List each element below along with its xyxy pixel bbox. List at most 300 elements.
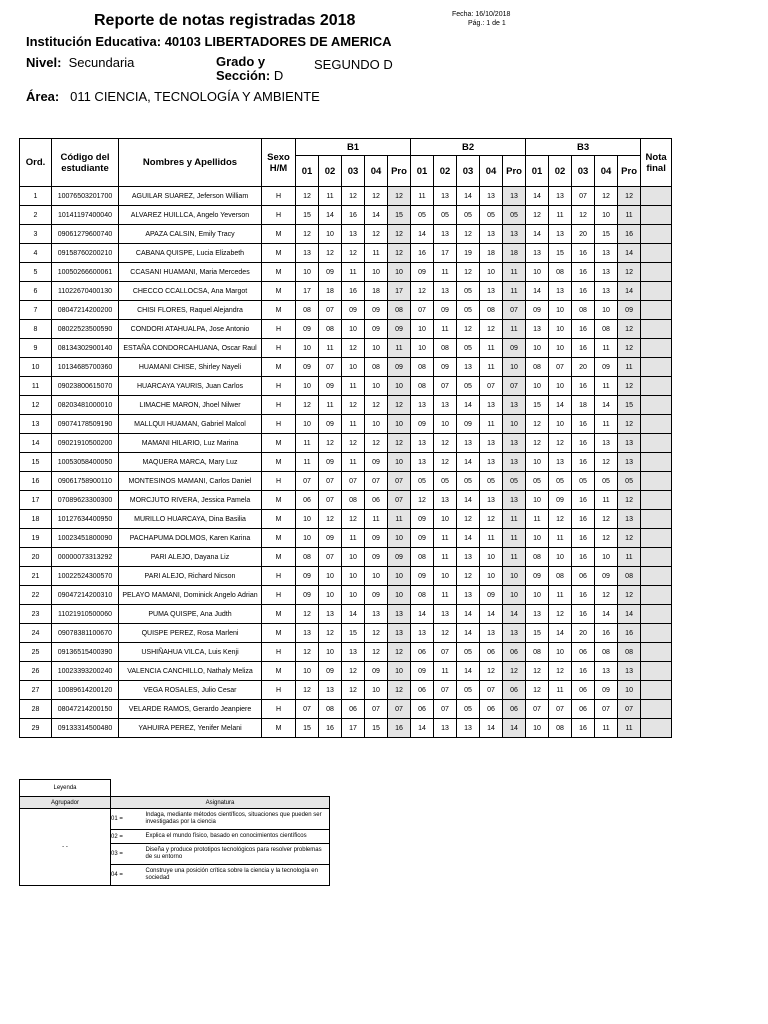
cell-ord: 17 xyxy=(20,491,52,510)
cell-name: MAQUERA MARCA, Mary Luz xyxy=(119,453,262,472)
cell-b3-03: 05 xyxy=(572,472,595,491)
cell-name: PUMA QUISPE, Ana Judth xyxy=(119,605,262,624)
cell-code: 10089614200120 xyxy=(52,681,119,700)
cell-b3-01: 10 xyxy=(526,491,549,510)
cell-b2-03: 05 xyxy=(457,681,480,700)
cell-b3-02: 09 xyxy=(549,491,572,510)
cell-b3-03: 16 xyxy=(572,491,595,510)
cell-code: 08203481000010 xyxy=(52,396,119,415)
cell-b2-03: 12 xyxy=(457,567,480,586)
cell-b2-pro: 10 xyxy=(503,567,526,586)
cell-b1-01: 11 xyxy=(296,434,319,453)
cell-ord: 10 xyxy=(20,358,52,377)
cell-b3-02: 10 xyxy=(549,415,572,434)
cell-b2-01: 14 xyxy=(411,225,434,244)
cell-nota-final xyxy=(641,320,672,339)
cell-b2-pro: 06 xyxy=(503,643,526,662)
cell-b2-02: 07 xyxy=(434,681,457,700)
cell-b3-pro: 12 xyxy=(618,320,641,339)
cell-b3-02: 07 xyxy=(549,358,572,377)
cell-code: 09136515400390 xyxy=(52,643,119,662)
cell-sex: M xyxy=(262,244,296,263)
cell-b2-04: 05 xyxy=(480,472,503,491)
cell-b1-02: 12 xyxy=(319,434,342,453)
table-row xyxy=(20,605,672,624)
cell-b3-02: 10 xyxy=(549,377,572,396)
cell-b1-01: 15 xyxy=(296,206,319,225)
cell-b1-pro: 12 xyxy=(388,187,411,206)
cell-b2-02: 09 xyxy=(434,358,457,377)
cell-b3-01: 05 xyxy=(526,472,549,491)
cell-b1-02: 09 xyxy=(319,529,342,548)
cell-b3-pro: 15 xyxy=(618,396,641,415)
institution-line xyxy=(26,34,392,49)
cell-b2-04: 12 xyxy=(480,662,503,681)
cell-b3-03: 16 xyxy=(572,510,595,529)
cell-b3-02: 08 xyxy=(549,719,572,738)
cell-b1-pro: 09 xyxy=(388,320,411,339)
header-codigo: Código del estudiante xyxy=(52,139,119,187)
subheader-b1-03: 03 xyxy=(342,156,365,187)
cell-b2-01: 14 xyxy=(411,605,434,624)
cell-b3-03: 20 xyxy=(572,358,595,377)
cell-b2-pro: 13 xyxy=(503,491,526,510)
cell-b3-03: 16 xyxy=(572,434,595,453)
cell-b3-01: 10 xyxy=(526,719,549,738)
cell-name: CHISI FLORES, Raquel Alejandra xyxy=(119,301,262,320)
cell-b3-04: 09 xyxy=(595,567,618,586)
cell-b3-04: 12 xyxy=(595,187,618,206)
cell-code: 07089623300300 xyxy=(52,491,119,510)
cell-b1-02: 10 xyxy=(319,225,342,244)
cell-b1-01: 12 xyxy=(296,643,319,662)
cell-b1-02: 07 xyxy=(319,472,342,491)
cell-b2-03: 14 xyxy=(457,396,480,415)
cell-b1-pro: 09 xyxy=(388,548,411,567)
cell-b2-03: 05 xyxy=(457,643,480,662)
cell-b2-pro: 11 xyxy=(503,282,526,301)
cell-b1-01: 13 xyxy=(296,244,319,263)
cell-b2-02: 05 xyxy=(434,472,457,491)
cell-b3-01: 15 xyxy=(526,624,549,643)
cell-b3-01: 12 xyxy=(526,681,549,700)
cell-b1-03: 11 xyxy=(342,263,365,282)
cell-b3-01: 10 xyxy=(526,529,549,548)
cell-b3-pro: 12 xyxy=(618,187,641,206)
cell-b1-01: 08 xyxy=(296,301,319,320)
cell-b1-04: 12 xyxy=(365,225,388,244)
cell-b1-pro: 15 xyxy=(388,206,411,225)
table-row xyxy=(20,586,672,605)
subheader-b3-02: 02 xyxy=(549,156,572,187)
cell-b3-04: 15 xyxy=(595,225,618,244)
cell-b3-03: 16 xyxy=(572,244,595,263)
cell-b2-03: 13 xyxy=(457,548,480,567)
cell-b2-03: 05 xyxy=(457,206,480,225)
cell-b3-04: 11 xyxy=(595,377,618,396)
cell-ord: 23 xyxy=(20,605,52,624)
cell-b2-pro: 13 xyxy=(503,434,526,453)
cell-nota-final xyxy=(641,624,672,643)
cell-b3-pro: 11 xyxy=(618,548,641,567)
cell-b1-02: 09 xyxy=(319,377,342,396)
cell-sex: M xyxy=(262,624,296,643)
cell-sex: M xyxy=(262,605,296,624)
table-row xyxy=(20,320,672,339)
subheader-b2-02: 02 xyxy=(434,156,457,187)
cell-b1-03: 12 xyxy=(342,244,365,263)
cell-nota-final xyxy=(641,206,672,225)
cell-nota-final xyxy=(641,453,672,472)
cell-ord: 21 xyxy=(20,567,52,586)
cell-ord: 4 xyxy=(20,244,52,263)
cell-b1-pro: 10 xyxy=(388,263,411,282)
cell-name: VEGA ROSALES, Julio Cesar xyxy=(119,681,262,700)
cell-b2-pro: 07 xyxy=(503,301,526,320)
cell-b2-03: 05 xyxy=(457,301,480,320)
cell-b2-02: 10 xyxy=(434,510,457,529)
table-row xyxy=(20,187,672,206)
cell-ord: 5 xyxy=(20,263,52,282)
legend-code: 03 = xyxy=(111,844,146,865)
cell-b3-04: 07 xyxy=(595,700,618,719)
cell-b1-04: 09 xyxy=(365,453,388,472)
cell-nota-final xyxy=(641,301,672,320)
cell-b1-03: 08 xyxy=(342,491,365,510)
cell-b2-03: 05 xyxy=(457,472,480,491)
cell-b3-pro: 14 xyxy=(618,244,641,263)
cell-nota-final xyxy=(641,377,672,396)
cell-b2-03: 12 xyxy=(457,510,480,529)
cell-b1-pro: 10 xyxy=(388,453,411,472)
cell-b1-pro: 12 xyxy=(388,434,411,453)
cell-b2-02: 13 xyxy=(434,396,457,415)
cell-b3-01: 13 xyxy=(526,320,549,339)
cell-b1-03: 07 xyxy=(342,472,365,491)
area-value: 011 CIENCIA, TECNOLOGÍA Y AMBIENTE xyxy=(70,89,320,104)
cell-b1-pro: 12 xyxy=(388,681,411,700)
cell-b1-01: 13 xyxy=(296,624,319,643)
cell-code: 11021910500060 xyxy=(52,605,119,624)
cell-b2-pro: 06 xyxy=(503,700,526,719)
cell-b1-04: 12 xyxy=(365,434,388,453)
cell-nota-final xyxy=(641,415,672,434)
cell-b3-03: 06 xyxy=(572,643,595,662)
cell-b3-01: 10 xyxy=(526,453,549,472)
cell-code: 09133314500480 xyxy=(52,719,119,738)
cell-b1-04: 10 xyxy=(365,681,388,700)
cell-sex: H xyxy=(262,396,296,415)
cell-b1-01: 10 xyxy=(296,510,319,529)
cell-b3-03: 16 xyxy=(572,529,595,548)
cell-b1-01: 10 xyxy=(296,662,319,681)
legend-text: Diseña y produce prototipos tecnológicos para resolver problemas de su entorno xyxy=(146,844,330,865)
cell-b2-01: 05 xyxy=(411,472,434,491)
cell-ord: 3 xyxy=(20,225,52,244)
legend-header-asignatura: Asignatura xyxy=(111,797,330,809)
cell-nota-final xyxy=(641,358,672,377)
cell-b1-03: 10 xyxy=(342,548,365,567)
cell-b1-03: 16 xyxy=(342,206,365,225)
legend-caption: Leyenda xyxy=(20,780,111,797)
cell-b2-02: 11 xyxy=(434,662,457,681)
cell-b1-01: 10 xyxy=(296,377,319,396)
cell-b1-pro: 10 xyxy=(388,662,411,681)
cell-b3-01: 09 xyxy=(526,301,549,320)
cell-b1-04: 09 xyxy=(365,586,388,605)
cell-b2-03: 14 xyxy=(457,624,480,643)
cell-b3-01: 08 xyxy=(526,643,549,662)
institution-name: 40103 LIBERTADORES DE AMERICA xyxy=(164,34,392,49)
cell-b1-03: 12 xyxy=(342,662,365,681)
cell-b1-01: 17 xyxy=(296,282,319,301)
cell-b3-pro: 12 xyxy=(618,339,641,358)
cell-b1-pro: 12 xyxy=(388,643,411,662)
cell-name: APAZA CALSIN, Emily Tracy xyxy=(119,225,262,244)
legend-code: 02 = xyxy=(111,830,146,844)
cell-name: QUISPE PEREZ, Rosa Marleni xyxy=(119,624,262,643)
cell-b1-01: 11 xyxy=(296,453,319,472)
cell-sex: M xyxy=(262,282,296,301)
cell-b1-03: 13 xyxy=(342,643,365,662)
cell-b1-01: 10 xyxy=(296,339,319,358)
cell-b1-03: 10 xyxy=(342,320,365,339)
cell-code: 10127634400950 xyxy=(52,510,119,529)
cell-b3-03: 06 xyxy=(572,567,595,586)
cell-b1-03: 09 xyxy=(342,301,365,320)
cell-b1-pro: 10 xyxy=(388,586,411,605)
table-row xyxy=(20,377,672,396)
cell-nota-final xyxy=(641,339,672,358)
cell-b1-04: 09 xyxy=(365,301,388,320)
cell-b1-01: 12 xyxy=(296,396,319,415)
cell-b1-02: 08 xyxy=(319,700,342,719)
cell-b3-02: 13 xyxy=(549,225,572,244)
subheader-b3-03: 03 xyxy=(572,156,595,187)
subheader-b1-01: 01 xyxy=(296,156,319,187)
cell-b2-03: 14 xyxy=(457,453,480,472)
cell-b1-02: 13 xyxy=(319,605,342,624)
cell-b3-01: 07 xyxy=(526,700,549,719)
cell-b3-04: 11 xyxy=(595,491,618,510)
cell-nota-final xyxy=(641,225,672,244)
cell-b1-03: 15 xyxy=(342,624,365,643)
cell-b3-03: 16 xyxy=(572,453,595,472)
cell-b3-01: 10 xyxy=(526,263,549,282)
cell-b2-01: 13 xyxy=(411,396,434,415)
header-sexo: Sexo H/M xyxy=(262,139,296,187)
cell-b2-04: 05 xyxy=(480,206,503,225)
cell-b3-04: 12 xyxy=(595,586,618,605)
cell-nota-final xyxy=(641,244,672,263)
cell-b3-03: 16 xyxy=(572,377,595,396)
cell-b3-04: 13 xyxy=(595,434,618,453)
cell-b1-01: 07 xyxy=(296,472,319,491)
legend-text: Indaga, mediante métodos científicos, situaciones que pueden ser investigadas por la ciencia xyxy=(146,809,330,830)
cell-b2-03: 12 xyxy=(457,320,480,339)
cell-b3-02: 13 xyxy=(549,187,572,206)
cell-b2-01: 08 xyxy=(411,548,434,567)
cell-b2-pro: 06 xyxy=(503,681,526,700)
cell-b3-pro: 13 xyxy=(618,434,641,453)
cell-nota-final xyxy=(641,643,672,662)
cell-name: PELAYO MAMANI, Dominick Angelo Adrian xyxy=(119,586,262,605)
cell-name: MALLQUI HUAMAN, Gabriel Malcol xyxy=(119,415,262,434)
cell-nota-final xyxy=(641,586,672,605)
cell-b2-pro: 05 xyxy=(503,472,526,491)
cell-b2-02: 08 xyxy=(434,339,457,358)
cell-b1-01: 10 xyxy=(296,529,319,548)
cell-b3-03: 16 xyxy=(572,320,595,339)
cell-b2-01: 12 xyxy=(411,282,434,301)
report-title: Reporte de notas registradas 2018 xyxy=(94,12,356,29)
cell-b1-02: 13 xyxy=(319,681,342,700)
cell-b2-02: 12 xyxy=(434,624,457,643)
cell-b1-03: 06 xyxy=(342,700,365,719)
table-row xyxy=(20,225,672,244)
cell-b1-02: 12 xyxy=(319,624,342,643)
cell-b3-04: 10 xyxy=(595,548,618,567)
cell-b1-02: 10 xyxy=(319,586,342,605)
cell-b3-02: 11 xyxy=(549,206,572,225)
cell-sex: M xyxy=(262,263,296,282)
cell-b1-02: 08 xyxy=(319,320,342,339)
cell-b2-04: 13 xyxy=(480,187,503,206)
table-row xyxy=(20,624,672,643)
cell-b3-03: 16 xyxy=(572,282,595,301)
cell-b1-01: 15 xyxy=(296,719,319,738)
cell-b2-01: 08 xyxy=(411,377,434,396)
cell-b1-03: 11 xyxy=(342,377,365,396)
cell-b1-03: 12 xyxy=(342,510,365,529)
cell-b3-02: 15 xyxy=(549,244,572,263)
cell-b1-01: 12 xyxy=(296,225,319,244)
cell-nota-final xyxy=(641,662,672,681)
cell-b1-04: 12 xyxy=(365,624,388,643)
cell-code: 10022524300570 xyxy=(52,567,119,586)
cell-sex: M xyxy=(262,301,296,320)
cell-b1-02: 09 xyxy=(319,263,342,282)
cell-b2-02: 11 xyxy=(434,529,457,548)
cell-b2-04: 06 xyxy=(480,700,503,719)
cell-b2-01: 08 xyxy=(411,358,434,377)
cell-sex: H xyxy=(262,339,296,358)
cell-b1-pro: 07 xyxy=(388,700,411,719)
cell-b2-pro: 13 xyxy=(503,187,526,206)
cell-b1-pro: 10 xyxy=(388,377,411,396)
table-row xyxy=(20,662,672,681)
cell-b3-01: 12 xyxy=(526,434,549,453)
subheader-b1-02: 02 xyxy=(319,156,342,187)
cell-b1-04: 15 xyxy=(365,719,388,738)
cell-b3-04: 08 xyxy=(595,643,618,662)
header-block-b1: B1 xyxy=(296,139,411,156)
cell-b3-pro: 14 xyxy=(618,605,641,624)
cell-b3-03: 18 xyxy=(572,396,595,415)
cell-b3-03: 12 xyxy=(572,206,595,225)
cell-ord: 9 xyxy=(20,339,52,358)
cell-b1-02: 18 xyxy=(319,282,342,301)
cell-b2-01: 14 xyxy=(411,719,434,738)
cell-b3-pro: 16 xyxy=(618,225,641,244)
cell-b2-04: 13 xyxy=(480,225,503,244)
cell-b2-01: 09 xyxy=(411,415,434,434)
cell-b1-04: 09 xyxy=(365,662,388,681)
subheader-b2-pro: Pro xyxy=(503,156,526,187)
cell-name: HUARCAYA YAURIS, Juan Carlos xyxy=(119,377,262,396)
cell-b2-01: 08 xyxy=(411,586,434,605)
cell-nota-final xyxy=(641,605,672,624)
cell-b1-pro: 16 xyxy=(388,719,411,738)
cell-nota-final xyxy=(641,529,672,548)
cell-b1-02: 10 xyxy=(319,567,342,586)
cell-name: CHECCO CCALLOCSA, Ana Margot xyxy=(119,282,262,301)
table-row xyxy=(20,415,672,434)
cell-b3-01: 12 xyxy=(526,662,549,681)
cell-ord: 27 xyxy=(20,681,52,700)
cell-b2-pro: 13 xyxy=(503,624,526,643)
cell-b1-pro: 11 xyxy=(388,510,411,529)
subheader-b2-01: 01 xyxy=(411,156,434,187)
cell-b1-pro: 13 xyxy=(388,605,411,624)
cell-b2-03: 05 xyxy=(457,282,480,301)
cell-name: MORCJUTO RIVERA, Jessica Pamela xyxy=(119,491,262,510)
cell-b3-03: 07 xyxy=(572,187,595,206)
cell-sex: H xyxy=(262,700,296,719)
cell-b3-01: 10 xyxy=(526,586,549,605)
cell-ord: 13 xyxy=(20,415,52,434)
cell-b3-pro: 08 xyxy=(618,567,641,586)
table-row xyxy=(20,510,672,529)
cell-b1-03: 17 xyxy=(342,719,365,738)
cell-b1-03: 12 xyxy=(342,681,365,700)
table-row xyxy=(20,548,672,567)
cell-b3-02: 10 xyxy=(549,301,572,320)
cell-b3-04: 09 xyxy=(595,358,618,377)
cell-b1-02: 16 xyxy=(319,719,342,738)
cell-b1-pro: 10 xyxy=(388,529,411,548)
cell-ord: 18 xyxy=(20,510,52,529)
cell-b3-04: 08 xyxy=(595,320,618,339)
cell-b1-04: 10 xyxy=(365,263,388,282)
level-label: Nivel: xyxy=(26,55,62,70)
cell-nota-final xyxy=(641,282,672,301)
cell-b3-pro: 11 xyxy=(618,206,641,225)
cell-b3-02: 10 xyxy=(549,548,572,567)
cell-b2-04: 14 xyxy=(480,605,503,624)
cell-b1-01: 09 xyxy=(296,358,319,377)
cell-b2-02: 05 xyxy=(434,206,457,225)
cell-b1-01: 07 xyxy=(296,700,319,719)
cell-b3-02: 11 xyxy=(549,529,572,548)
cell-b2-03: 05 xyxy=(457,377,480,396)
legend-code: 01 = xyxy=(111,809,146,830)
cell-b2-04: 09 xyxy=(480,586,503,605)
cell-nota-final xyxy=(641,396,672,415)
cell-sex: H xyxy=(262,472,296,491)
cell-b2-04: 13 xyxy=(480,282,503,301)
header-block-b3: B3 xyxy=(526,139,641,156)
cell-b1-02: 07 xyxy=(319,548,342,567)
cell-name: ESTAÑA CONDORCAHUANA, Oscar Raul xyxy=(119,339,262,358)
cell-name: LIMACHE MARON, Jhoel Nilwer xyxy=(119,396,262,415)
institution-label: Institución Educativa: xyxy=(26,34,162,49)
report-date-block xyxy=(452,10,510,28)
cell-b2-03: 14 xyxy=(457,491,480,510)
cell-b3-02: 12 xyxy=(549,605,572,624)
cell-b1-03: 12 xyxy=(342,434,365,453)
cell-b2-03: 13 xyxy=(457,586,480,605)
